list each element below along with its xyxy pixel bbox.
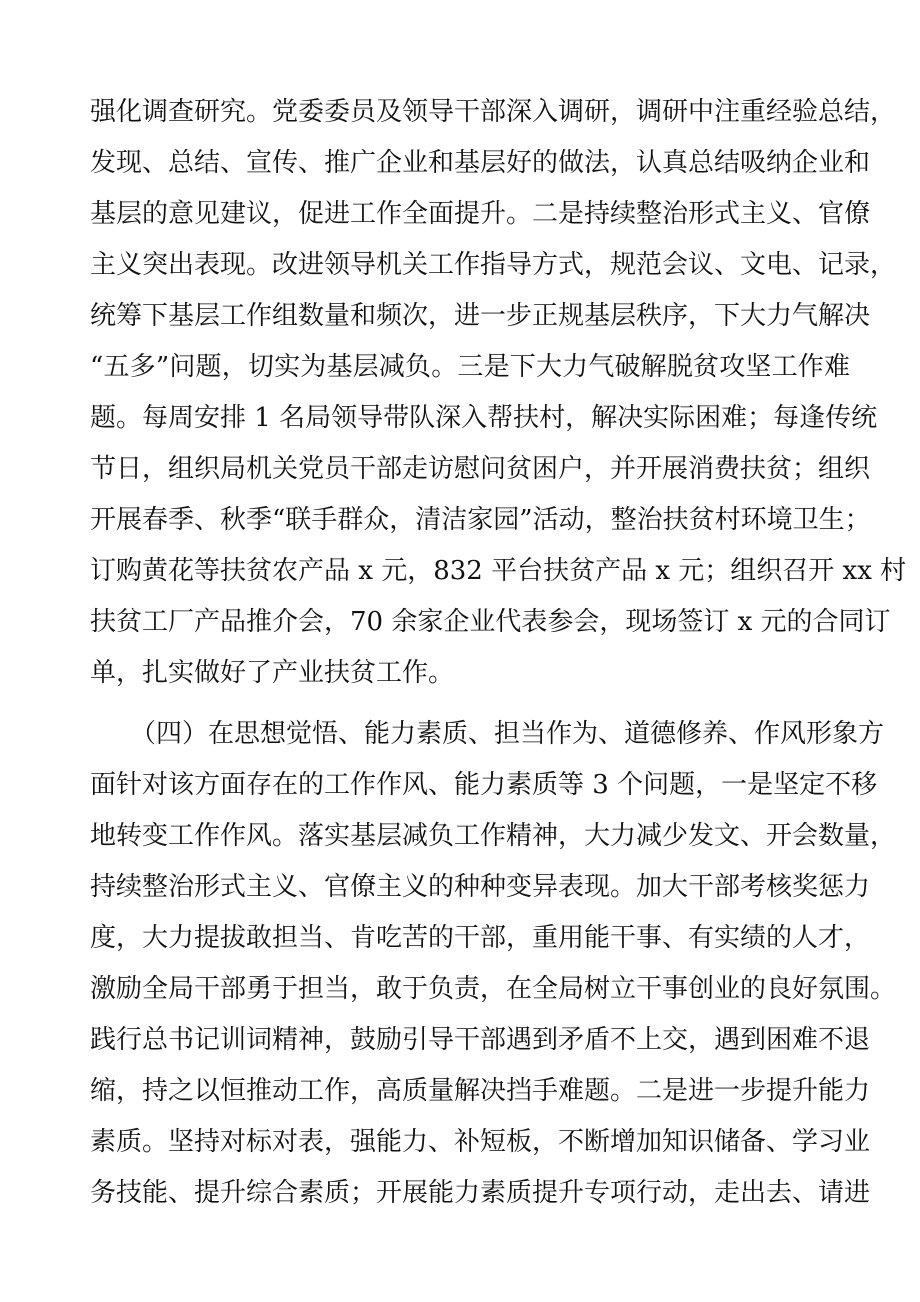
- paragraph-line: 素质。坚持对标对表，强能力、补短板，不断增加知识储备、学习业: [90, 1127, 871, 1157]
- paragraph-line: “五多”问题，切实为基层减负。三是下大力气破解脱贫攻坚工作难: [90, 352, 850, 382]
- paragraph-line: 题。每周安排 1 名局领导带队深入帮扶村，解决实际困难；每逢传统: [90, 403, 878, 433]
- paragraph-line: 单，扎实做好了产业扶贫工作。: [90, 658, 455, 688]
- paragraph-line: 缩，持之以恒推动工作，高质量解决挡手难题。二是进一步提升能力: [90, 1076, 871, 1106]
- paragraph-line: 基层的意见建议，促进工作全面提升。二是持续整治形式主义、官僚: [90, 199, 871, 229]
- paragraph-line: 地转变工作作风。落实基层减负工作精神，大力减少发文、开会数量，: [90, 821, 897, 851]
- paragraph-line: 扶贫工厂产品推介会，70 余家企业代表参会，现场签订 x 元的合同订: [90, 607, 891, 637]
- paragraph-line: 践行总书记训词精神，鼓励引导干部遇到矛盾不上交，遇到困难不退: [90, 1025, 871, 1055]
- paragraph-line: 发现、总结、宣传、推广企业和基层好的做法，认真总结吸纳企业和: [90, 148, 871, 178]
- paragraph-line: 强化调查研究。党委委员及领导干部深入调研，调研中注重经验总结，: [90, 97, 897, 127]
- paragraph-line: （四）在思想觉悟、能力素质、担当作为、道德修养、作风形象方: [130, 719, 885, 749]
- paragraph-line: 持续整治形式主义、官僚主义的种种变异表现。加大干部考核奖惩力: [90, 872, 871, 902]
- paragraph-line: 面针对该方面存在的工作作风、能力素质等 3 个问题，一是坚定不移: [90, 770, 878, 800]
- paragraph-line: 订购黄花等扶贫农产品 x 元，832 平台扶贫产品 x 元；组织召开 xx 村: [90, 556, 907, 586]
- paragraph-line: 统筹下基层工作组数量和频次，进一步正规基层秩序，下大力气解决: [90, 301, 871, 331]
- paragraph-line: 主义突出表现。改进领导机关工作指导方式，规范会议、文电、记录，: [90, 250, 897, 280]
- paragraph-line: 务技能、提升综合素质；开展能力素质提升专项行动，走出去、请进: [90, 1178, 871, 1208]
- paragraph-line: 度，大力提拔敢担当、肯吃苦的干部，重用能干事、有实绩的人才，: [90, 923, 871, 953]
- paragraph-line: 激励全局干部勇于担当，敢于负责，在全局树立干事创业的良好氛围。: [90, 974, 897, 1004]
- paragraph-line: 开展春季、秋季“联手群众，清洁家园”活动，整治扶贫村环境卫生；: [90, 505, 871, 535]
- paragraph-line: 节日，组织局机关党员干部走访慰问贫困户，并开展消费扶贫；组织: [90, 454, 871, 484]
